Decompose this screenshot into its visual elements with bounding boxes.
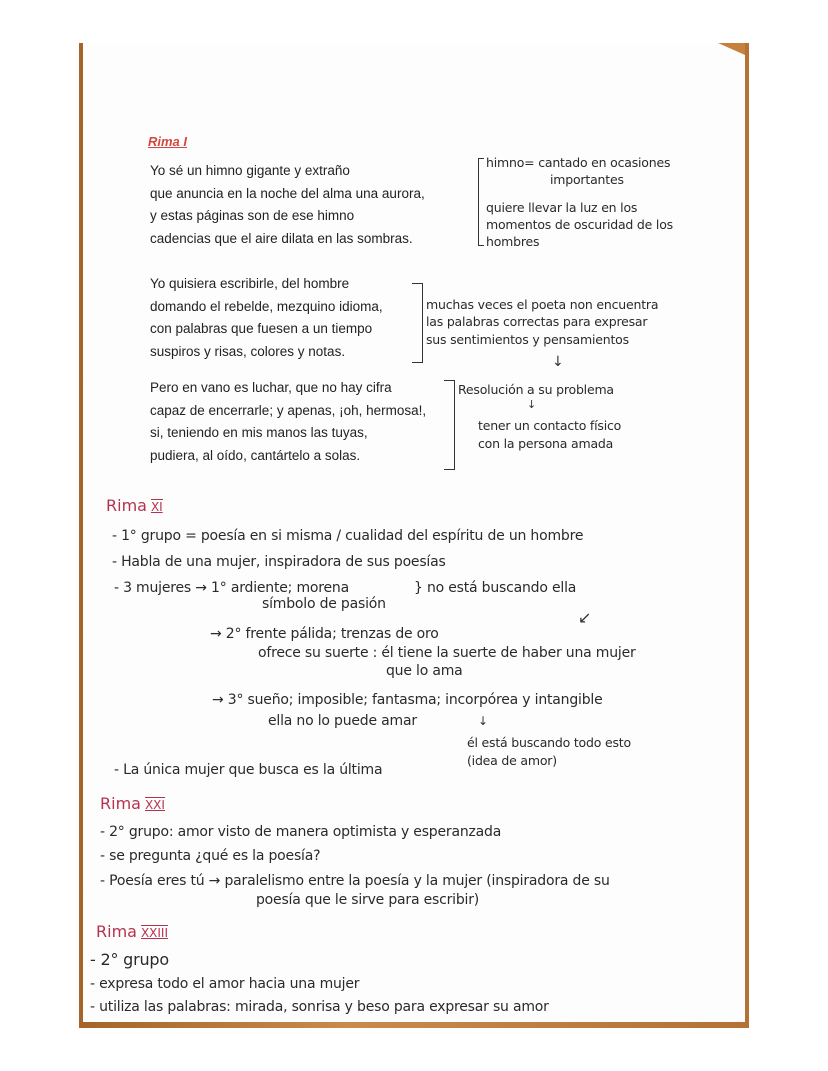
note-luz-3: hombres xyxy=(486,234,540,249)
verse-line: y estas páginas son de ese himno xyxy=(150,208,355,223)
note-line: - 2° grupo xyxy=(90,950,169,969)
note-line: - se pregunta ¿qué es la poesía? xyxy=(100,848,321,864)
note-line: él está buscando todo esto xyxy=(467,735,631,750)
note-contacto-2: con la persona amada xyxy=(478,436,614,451)
note-line: - 1° grupo = poesía en si misma / cualidad del espíritu de un hombre xyxy=(112,528,584,544)
arrow-down-icon: ↓ xyxy=(552,354,564,370)
rima-label: Rima xyxy=(96,922,137,941)
rima-xxiii-heading xyxy=(96,922,168,941)
verse-line: Yo sé un himno gigante y extraño xyxy=(150,163,350,178)
page-corner xyxy=(718,43,745,55)
curved-arrow-icon: ↙ xyxy=(578,608,592,627)
bracket xyxy=(412,283,423,363)
note-line: ofrece su suerte : él tiene la suerte de haber una mujer xyxy=(258,645,636,661)
rima-xi-heading xyxy=(106,496,163,515)
note-line: - Habla de una mujer, inspiradora de sus poesías xyxy=(112,554,446,570)
verse-line: Pero en vano es luchar, que no hay cifra xyxy=(150,380,392,395)
verse-line: cadencias que el aire dilata en las sombras. xyxy=(150,230,413,246)
verse-line: si, teniendo en mis manos las tuyas, xyxy=(150,425,368,440)
verse-line: capaz de encerrarle; y apenas, ¡oh, hermosa!, xyxy=(150,402,427,418)
note-line: que lo ama xyxy=(386,663,463,679)
rima-number: XI xyxy=(150,500,163,514)
note-palabras-3: sus sentimientos y pensamientos xyxy=(426,332,629,347)
note-line: - 2° grupo: amor visto de manera optimista y esperanzada xyxy=(100,824,502,840)
bracket xyxy=(478,158,484,246)
note-line: ella no lo puede amar xyxy=(268,713,417,729)
rima-label: Rima xyxy=(100,794,141,813)
note-line: → 2° frente pálida; trenzas de oro xyxy=(210,626,439,642)
note-line: } no está buscando ella xyxy=(414,580,577,596)
rima-label: Rima xyxy=(106,496,147,515)
verse-line: que anuncia en la noche del alma una aurora, xyxy=(150,185,425,201)
note-line: - Poesía eres tú → paralelismo entre la poesía y la mujer (inspiradora de su xyxy=(100,873,610,889)
stanza-2 xyxy=(150,273,383,363)
note-luz: quiere llevar la luz en los xyxy=(486,200,638,215)
bracket xyxy=(444,380,455,470)
verse-line: Yo quisiera escribirle, del hombre xyxy=(150,276,350,291)
note-palabras-2: las palabras correctas para expresar xyxy=(426,314,648,329)
verse-line: suspiros y risas, colores y notas. xyxy=(150,343,346,359)
note-luz-2: momentos de oscuridad de los xyxy=(486,217,673,232)
note-line: símbolo de pasión xyxy=(262,596,386,612)
note-palabras: muchas veces el poeta non encuentra xyxy=(426,297,659,312)
rima-xxi-heading xyxy=(100,794,165,813)
note-resolucion: Resolución a su problema xyxy=(458,382,614,397)
note-line: → 3° sueño; imposible; fantasma; incorpórea y intangible xyxy=(212,692,603,708)
note-line: - utiliza las palabras: mirada, sonrisa y beso para expresar su amor xyxy=(90,999,549,1015)
note-contacto: tener un contacto físico xyxy=(478,418,622,433)
verse-line: pudiera, al oído, cantártelo a solas. xyxy=(150,447,361,463)
rima-number: XXI xyxy=(144,798,165,812)
rima-i-title: Rima I xyxy=(148,134,188,149)
arrow-down-icon: ↓ xyxy=(527,398,537,411)
note-himno-2: importantes xyxy=(550,172,624,187)
rima-number: XXIII xyxy=(140,926,169,940)
note-line: - 3 mujeres → 1° ardiente; morena xyxy=(114,580,349,596)
note-line: poesía que le sirve para escribir) xyxy=(256,892,480,908)
arrow-down-icon: ↓ xyxy=(478,714,489,728)
note-line: - La única mujer que busca es la última xyxy=(114,762,383,778)
note-himno: himno= cantado en ocasiones xyxy=(486,155,671,170)
verse-line: domando el rebelde, mezquino idioma, xyxy=(150,298,383,314)
verse-line: con palabras que fuesen a un tiempo xyxy=(150,321,373,336)
stanza-1 xyxy=(150,160,425,250)
note-line: - expresa todo el amor hacia una mujer xyxy=(90,976,360,992)
stanza-3 xyxy=(150,377,426,467)
note-line: (idea de amor) xyxy=(467,753,557,768)
